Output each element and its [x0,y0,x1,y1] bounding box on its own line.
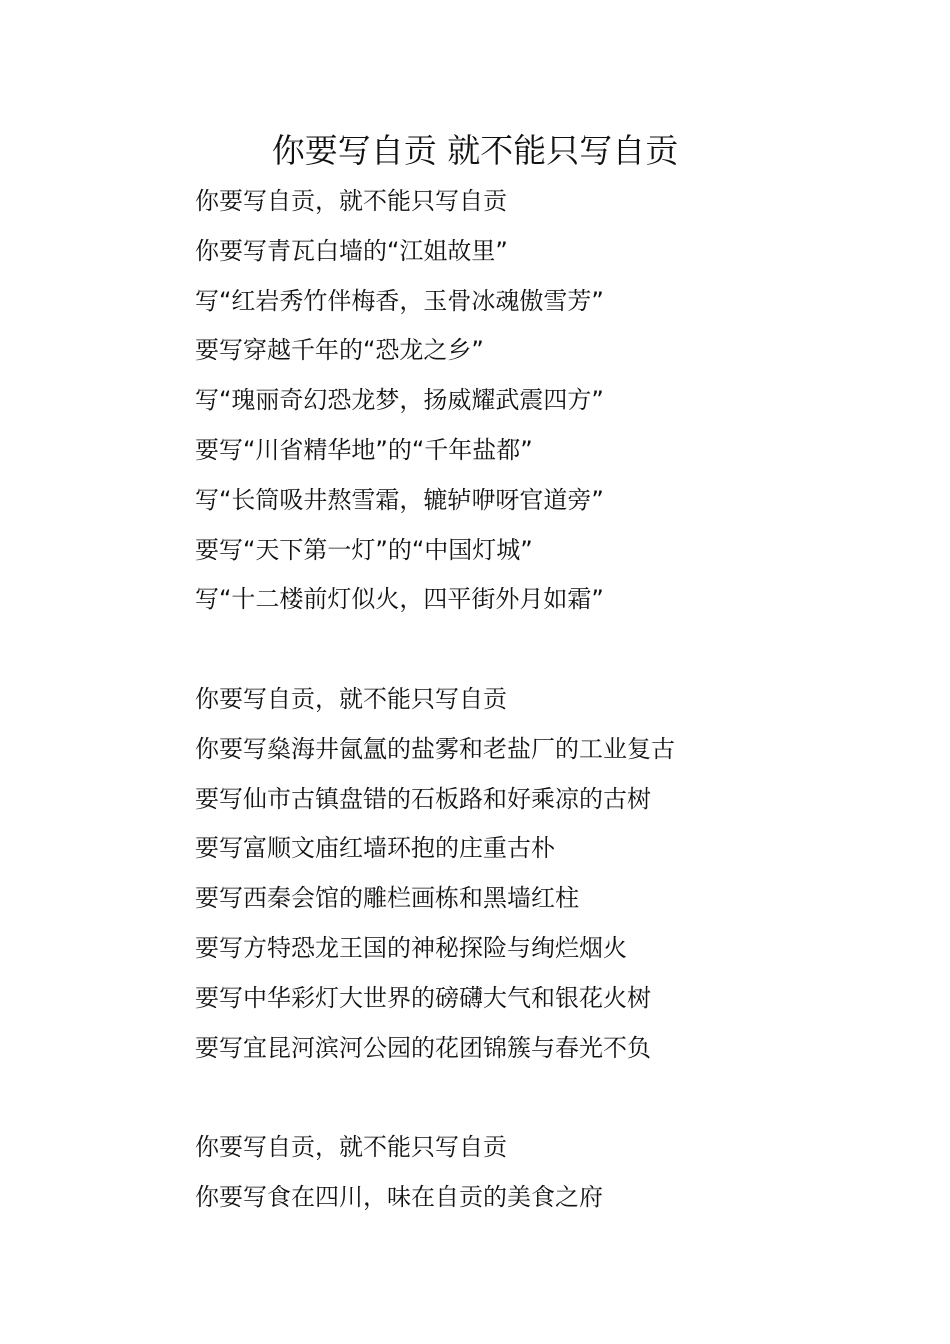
poem-line: 你要写自贡，就不能只写自贡 [195,1133,507,1161]
stanza-2 [195,685,895,1083]
poem-line: 要写西秦会馆的雕栏画栋和黑墙红柱 [195,884,579,913]
poem-line: 写“十二楼前灯似火，四平街外月如霜” [195,585,604,614]
poem-line: 要写方特恐龙王国的神秘探险与绚烂烟火 [195,933,627,962]
stanza-3 [195,1133,895,1233]
page-title: 你要写自贡 就不能只写自贡 [271,131,679,170]
poem-line: 写“长筒吸井熬雪霜，辘轳咿呀官道旁” [195,485,604,514]
poem-line: 要写穿越千年的“恐龙之乡” [195,336,484,365]
poem-line: 要写“天下第一灯”的“中国灯城” [195,535,533,564]
poem-line: 要写宜昆河滨河公园的花团锦簇与春光不负 [195,1033,651,1062]
poem-line: 你要写食在四川，味在自贡的美食之府 [195,1182,603,1211]
poem-line: 你要写青瓦白墙的“江姐故里” [195,236,508,265]
poem-line: 要写富顺文庙红墙环抱的庄重古朴 [195,834,555,863]
poem-line: 你要写自贡，就不能只写自贡 [195,685,507,713]
poem-line: 你要写燊海井氤氲的盐雾和老盐厂的工业复古 [195,734,675,763]
poem-line: 你要写自贡，就不能只写自贡 [195,187,507,215]
poem-line: 写“红岩秀竹伴梅香，玉骨冰魂傲雪芳” [195,286,604,315]
poem-line: 要写“川省精华地”的“千年盐都” [195,435,533,464]
poem-line: 要写仙市古镇盘错的石板路和好乘凉的古树 [195,784,651,813]
poem-line: 要写中华彩灯大世界的磅礴大气和银花火树 [195,983,651,1012]
stanza-1 [195,187,895,635]
poem-line: 写“瑰丽奇幻恐龙梦，扬威耀武震四方” [195,386,604,415]
